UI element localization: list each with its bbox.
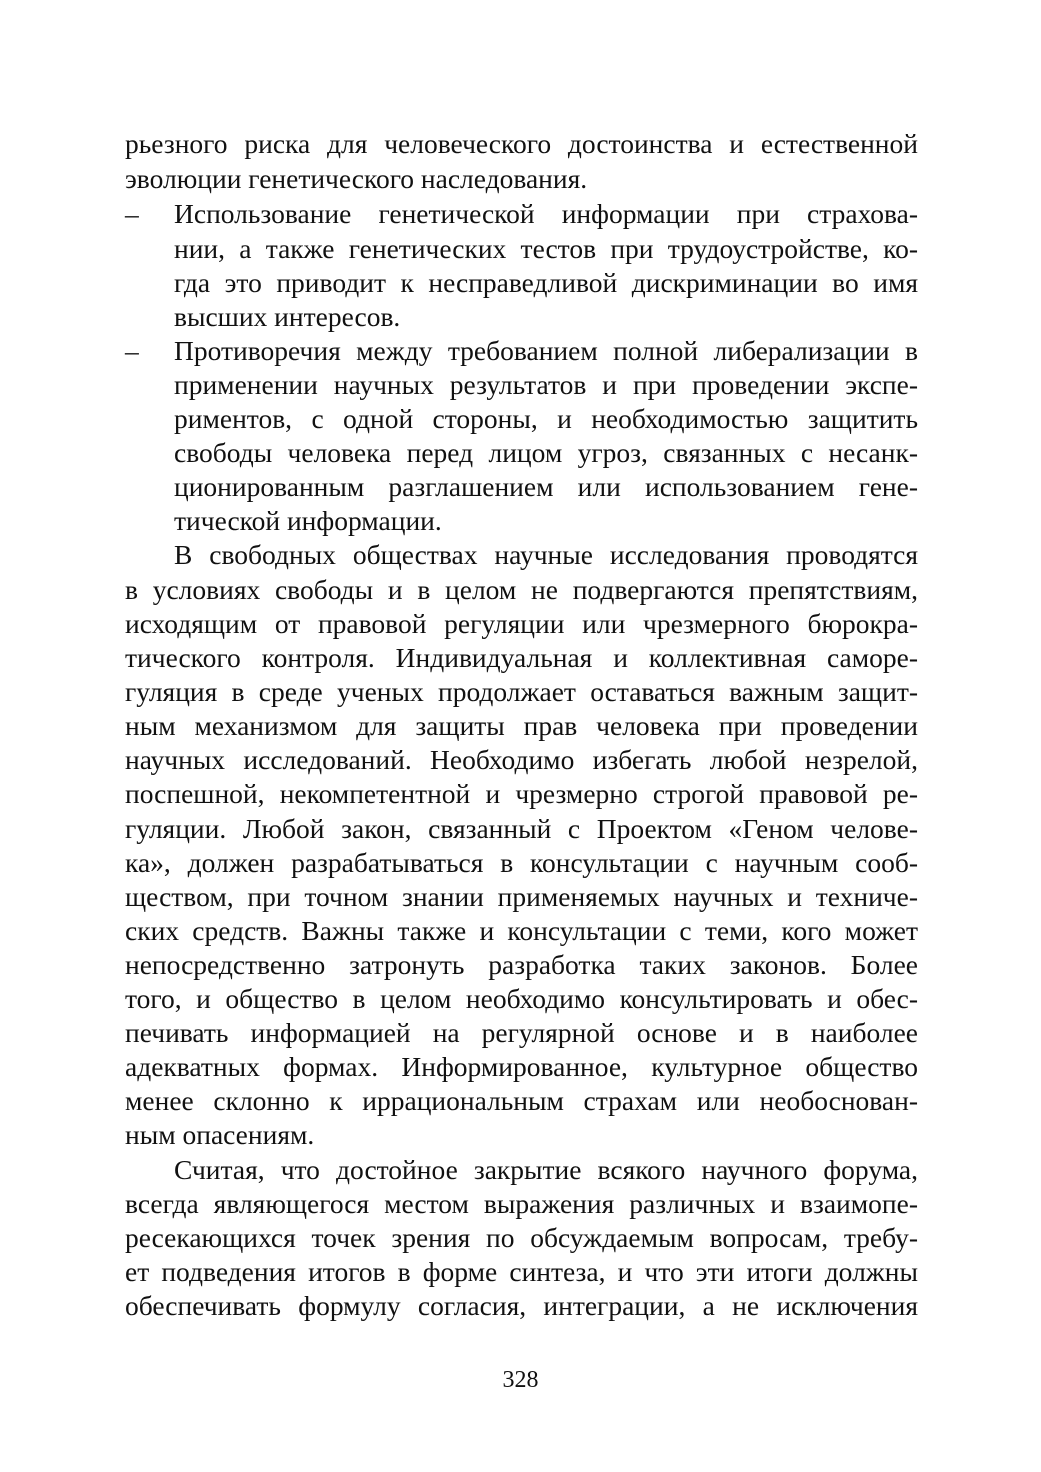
- text-line: ционированным разглашением или использованием гене-: [174, 471, 918, 502]
- text-line: непосредственно затронуть разработка таких законов. Более: [125, 949, 918, 980]
- text-line: всегда являющегося местом выражения различных и взаимопе-: [125, 1188, 918, 1219]
- text-line: В свободных обществах научные исследования проводятся: [174, 539, 918, 570]
- text-line: поспешной, некомпетентной и чрезмерно строгой правовой ре-: [125, 778, 918, 809]
- text-line: Считая, что достойное закрытие всякого научного форума,: [174, 1154, 918, 1185]
- text-line: эволюции генетического наследования.: [125, 163, 588, 194]
- text-line: гуляции. Любой закон, связанный с Проектом «Геном челове-: [125, 813, 918, 844]
- text-line: научных исследований. Необходимо избегать любой незрелой,: [125, 744, 918, 775]
- text-line: ских средств. Важны также и консультации с теми, кого может: [125, 915, 918, 946]
- text-line: тического контроля. Индивидуальная и коллективная саморе-: [125, 642, 918, 673]
- text-line: гда это приводит к несправедливой дискриминации во имя: [174, 267, 918, 298]
- text-line: риментов, с одной стороны, и необходимостью защитить: [174, 403, 918, 434]
- text-line: Противоречия между требованием полной либерализации в: [174, 335, 918, 366]
- text-line: свободы человека перед лицом угроз, связанных с несанк-: [174, 437, 918, 468]
- list-dash: –: [125, 198, 139, 229]
- text-line: ресекающихся точек зрения по обсуждаемым вопросам, требу-: [125, 1222, 918, 1253]
- text-line: ным механизмом для защиты прав человека при проведении: [125, 710, 918, 741]
- list-dash: –: [125, 335, 139, 366]
- text-line: ет подведения итогов в форме синтеза, и что эти итоги должны: [125, 1256, 918, 1287]
- text-line: ка», должен разрабатываться в консультации с научным сооб-: [125, 847, 918, 878]
- text-line: адекватных формах. Информированное, культурное общество: [125, 1051, 918, 1082]
- text-line: исходящим от правовой регуляции или чрезмерного бюрокра-: [125, 608, 918, 639]
- text-line: высших интересов.: [174, 301, 401, 332]
- text-line: гуляция в среде ученых продолжает оставаться важным защит-: [125, 676, 918, 707]
- text-line: печивать информацией на регулярной основе и в наиболее: [125, 1017, 918, 1048]
- text-line: менее склонно к иррациональным страхам или необоснован-: [125, 1085, 918, 1116]
- text-line: в условиях свободы и в целом не подвергаются препятствиям,: [125, 574, 918, 605]
- text-line: нии, а также генетических тестов при трудоустройстве, ко-: [174, 233, 918, 264]
- text-line: рьезного риска для человеческого достоинства и естественной: [125, 128, 918, 159]
- text-line: ществом, при точном знании применяемых научных и техниче-: [125, 881, 918, 912]
- text-line: ным опасениям.: [125, 1119, 315, 1150]
- text-line: того, и общество в целом необходимо консультировать и обес-: [125, 983, 918, 1014]
- page-number: 328: [502, 1367, 539, 1393]
- text-line: Использование генетической информации при страхова-: [174, 198, 918, 229]
- text-line: обеспечивать формулу согласия, интеграции, а не исключения: [125, 1290, 918, 1321]
- text-line: применении научных результатов и при проведении экспе-: [174, 369, 918, 400]
- text-line: тической информации.: [174, 505, 442, 536]
